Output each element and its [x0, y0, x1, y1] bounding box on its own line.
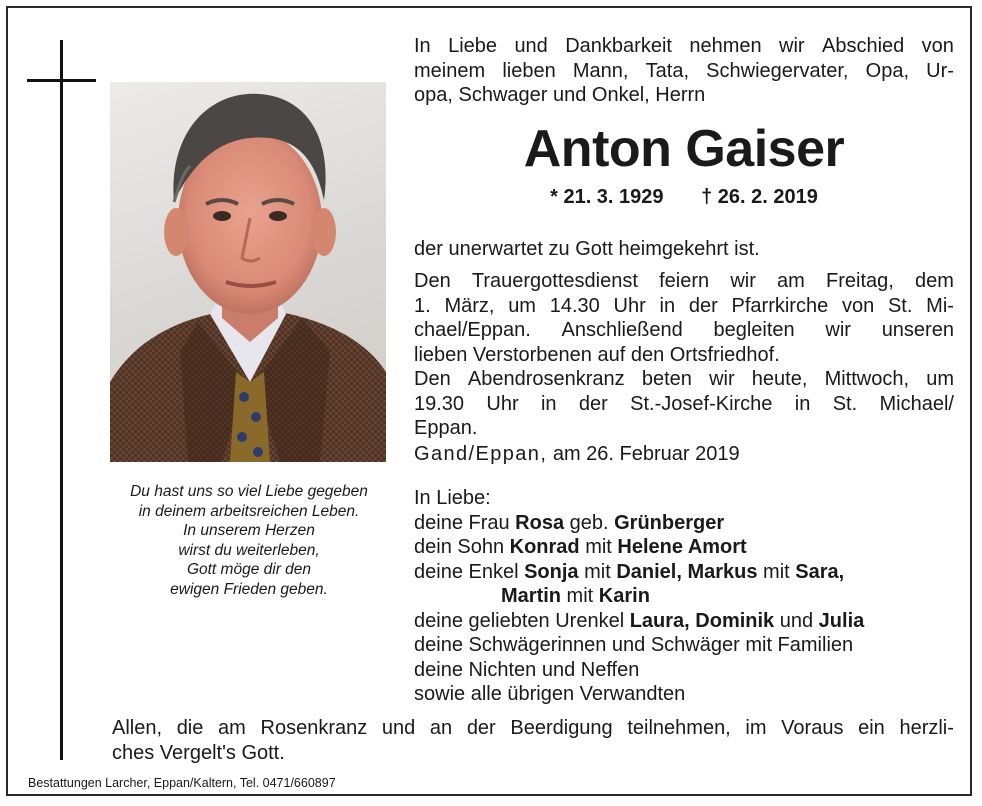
word: unseren	[881, 319, 954, 341]
mourner-name: Grünberger	[614, 511, 725, 534]
poem-line: In unserem Herzen	[183, 522, 315, 539]
word: Opa,	[865, 59, 909, 82]
word: wir	[825, 319, 851, 341]
word: um	[926, 368, 954, 390]
service-paragraph	[414, 269, 954, 441]
mourner-text: mit	[579, 536, 618, 558]
text-line	[414, 83, 954, 108]
word: herzli-	[899, 717, 954, 739]
mourner-row	[414, 511, 864, 536]
text-line	[112, 741, 954, 766]
thanks-paragraph	[112, 716, 954, 765]
birth-date: * 21. 3. 1929	[550, 186, 664, 208]
word: Beerdigung	[510, 717, 613, 739]
word: Mann,	[572, 59, 629, 82]
word: St.-Josef-Kirche	[630, 392, 773, 415]
mourner-text: und	[774, 609, 819, 632]
word: um	[508, 294, 536, 317]
word: wir	[709, 368, 735, 390]
word: Voraus	[781, 717, 844, 739]
mourners-list	[414, 486, 864, 707]
word: 19.30	[414, 392, 465, 415]
poem-line: wirst du weiterleben,	[178, 541, 320, 559]
mourner-row	[414, 535, 864, 560]
mourner-row	[414, 560, 864, 585]
mourner-row	[414, 658, 864, 683]
word: am	[218, 717, 246, 739]
mourner-row	[414, 633, 864, 658]
word: der	[688, 294, 718, 317]
word: 1.	[414, 294, 431, 317]
text-line	[414, 269, 954, 294]
word: feiern	[659, 270, 710, 292]
memorial-poem	[96, 482, 402, 599]
word: Freitag,	[826, 270, 894, 292]
mourner-name: Helene Amort	[617, 536, 747, 558]
word: begleiten	[713, 319, 795, 341]
portrait-photo	[110, 82, 386, 462]
word: in	[540, 392, 557, 415]
text-line	[414, 343, 954, 368]
word: Uhr	[486, 392, 519, 415]
mourner-text: mit	[561, 585, 599, 607]
mourner-text: deine Frau	[414, 511, 516, 534]
mourner-name: Rosa	[515, 511, 565, 534]
word: lieben	[502, 59, 556, 82]
mourner-row	[414, 609, 864, 634]
word: heute,	[751, 368, 808, 390]
word: der	[466, 717, 496, 739]
word: chael/Eppan.	[414, 319, 531, 341]
text-line	[414, 59, 954, 84]
word: Den	[414, 270, 451, 292]
mourner-name: Sara,	[795, 560, 845, 583]
word: wir	[779, 35, 805, 57]
mourner-text: mit	[757, 560, 796, 583]
word: Michael/	[879, 392, 954, 415]
word: und	[381, 717, 416, 739]
mourner-text: geb.	[564, 511, 615, 534]
word: die	[176, 717, 204, 739]
mourner-name: Konrad	[509, 536, 580, 558]
homecoming-line: der unerwartet zu Gott heimgekehrt ist.	[414, 238, 760, 260]
word: und	[514, 35, 548, 57]
word: im	[745, 717, 767, 739]
word: in	[794, 392, 811, 415]
deceased-name: Anton Gaiser	[523, 120, 845, 178]
word: Den	[414, 368, 451, 390]
word: Eppan.	[414, 417, 478, 439]
word: ches Vergelt's Gott.	[112, 741, 285, 764]
notice-date: am 26. Februar 2019	[552, 443, 740, 465]
word: opa, Schwager und Onkel, Herrn	[414, 84, 706, 106]
mourner-row	[414, 584, 864, 609]
word: Dankbarkeit	[565, 35, 672, 57]
place-town: Gand/Eppan,	[414, 443, 548, 465]
cross-icon	[60, 40, 63, 760]
word: meinem	[414, 59, 486, 82]
text-line	[414, 318, 954, 343]
mourner-name: Martin	[501, 585, 561, 607]
mourner-text: deine Schwägerinnen und Schwäger mit Familien	[414, 634, 854, 656]
mourners-heading: In Liebe:	[414, 487, 491, 509]
word: teilnehmen,	[627, 717, 731, 739]
mourner-text: sowie alle übrigen Verwandten	[414, 683, 686, 705]
word: Schwiegervater,	[706, 59, 849, 82]
word: von	[841, 294, 875, 317]
poem-line: ewigen Frieden geben.	[170, 580, 328, 598]
text-line	[414, 392, 954, 417]
word: der	[578, 392, 608, 415]
text-line	[414, 416, 954, 441]
mourner-text: mit	[578, 560, 617, 583]
word: Mittwoch,	[824, 368, 910, 390]
word: Trauergottesdienst	[471, 270, 638, 292]
word: Allen,	[112, 717, 163, 739]
word: St.	[887, 294, 913, 317]
place-date	[414, 443, 740, 466]
life-dates	[414, 186, 954, 209]
word: Uhr	[613, 294, 646, 317]
word: nehmen	[689, 35, 762, 57]
word: in	[659, 294, 676, 317]
mourner-row	[414, 682, 864, 707]
word: 14.30	[549, 294, 600, 317]
word: dem	[915, 270, 954, 292]
word: lieben Verstorbenen auf den Ortsfriedhof.	[414, 343, 780, 366]
poem-line: Gott möge dir den	[186, 561, 312, 578]
word: Tata,	[645, 59, 689, 82]
text-line	[414, 34, 954, 59]
word: ein	[858, 717, 885, 739]
word: beten	[641, 368, 692, 390]
word: am	[777, 270, 805, 292]
word: Rosenkranz	[260, 717, 368, 739]
word: von	[921, 35, 954, 57]
mourner-name: Karin	[598, 585, 650, 607]
funeral-home-footer: Bestattungen Larcher, Eppan/Kaltern, Tel. 0471/660897	[28, 776, 336, 790]
death-date: † 26. 2. 2019	[701, 186, 818, 208]
cross-icon-bar	[27, 79, 96, 82]
mourner-text: dein Sohn	[414, 536, 510, 558]
word: Mi-	[926, 294, 954, 317]
word: Pfarrkirche	[731, 294, 829, 317]
word: St.	[832, 392, 858, 415]
mourner-text: deine Enkel	[414, 560, 525, 583]
text-line	[112, 716, 954, 741]
mourner-name: Sonja	[524, 560, 579, 583]
word: Abendrosenkranz	[467, 368, 625, 390]
text-line	[414, 367, 954, 392]
word: März,	[444, 294, 495, 317]
poem-line: Du hast uns so viel Liebe gegeben	[130, 483, 368, 500]
word: an	[429, 717, 453, 739]
mourner-name: Daniel, Markus	[616, 560, 758, 583]
mourner-text: deine Nichten und Neffen	[414, 658, 640, 681]
mourner-name: Laura, Dominik	[629, 609, 775, 632]
poem-line: in deinem arbeitsreichen Leben.	[138, 502, 360, 520]
word: Ur-	[926, 59, 954, 82]
mourner-name: Julia	[818, 609, 865, 632]
intro-paragraph	[414, 34, 954, 108]
word: Liebe	[448, 35, 498, 57]
word: In	[414, 35, 431, 57]
word: wir	[730, 270, 756, 292]
word: Abschied	[821, 35, 905, 57]
word: Anschließend	[561, 319, 683, 341]
mourner-text: deine geliebten Urenkel	[414, 609, 630, 632]
text-line	[414, 294, 954, 319]
